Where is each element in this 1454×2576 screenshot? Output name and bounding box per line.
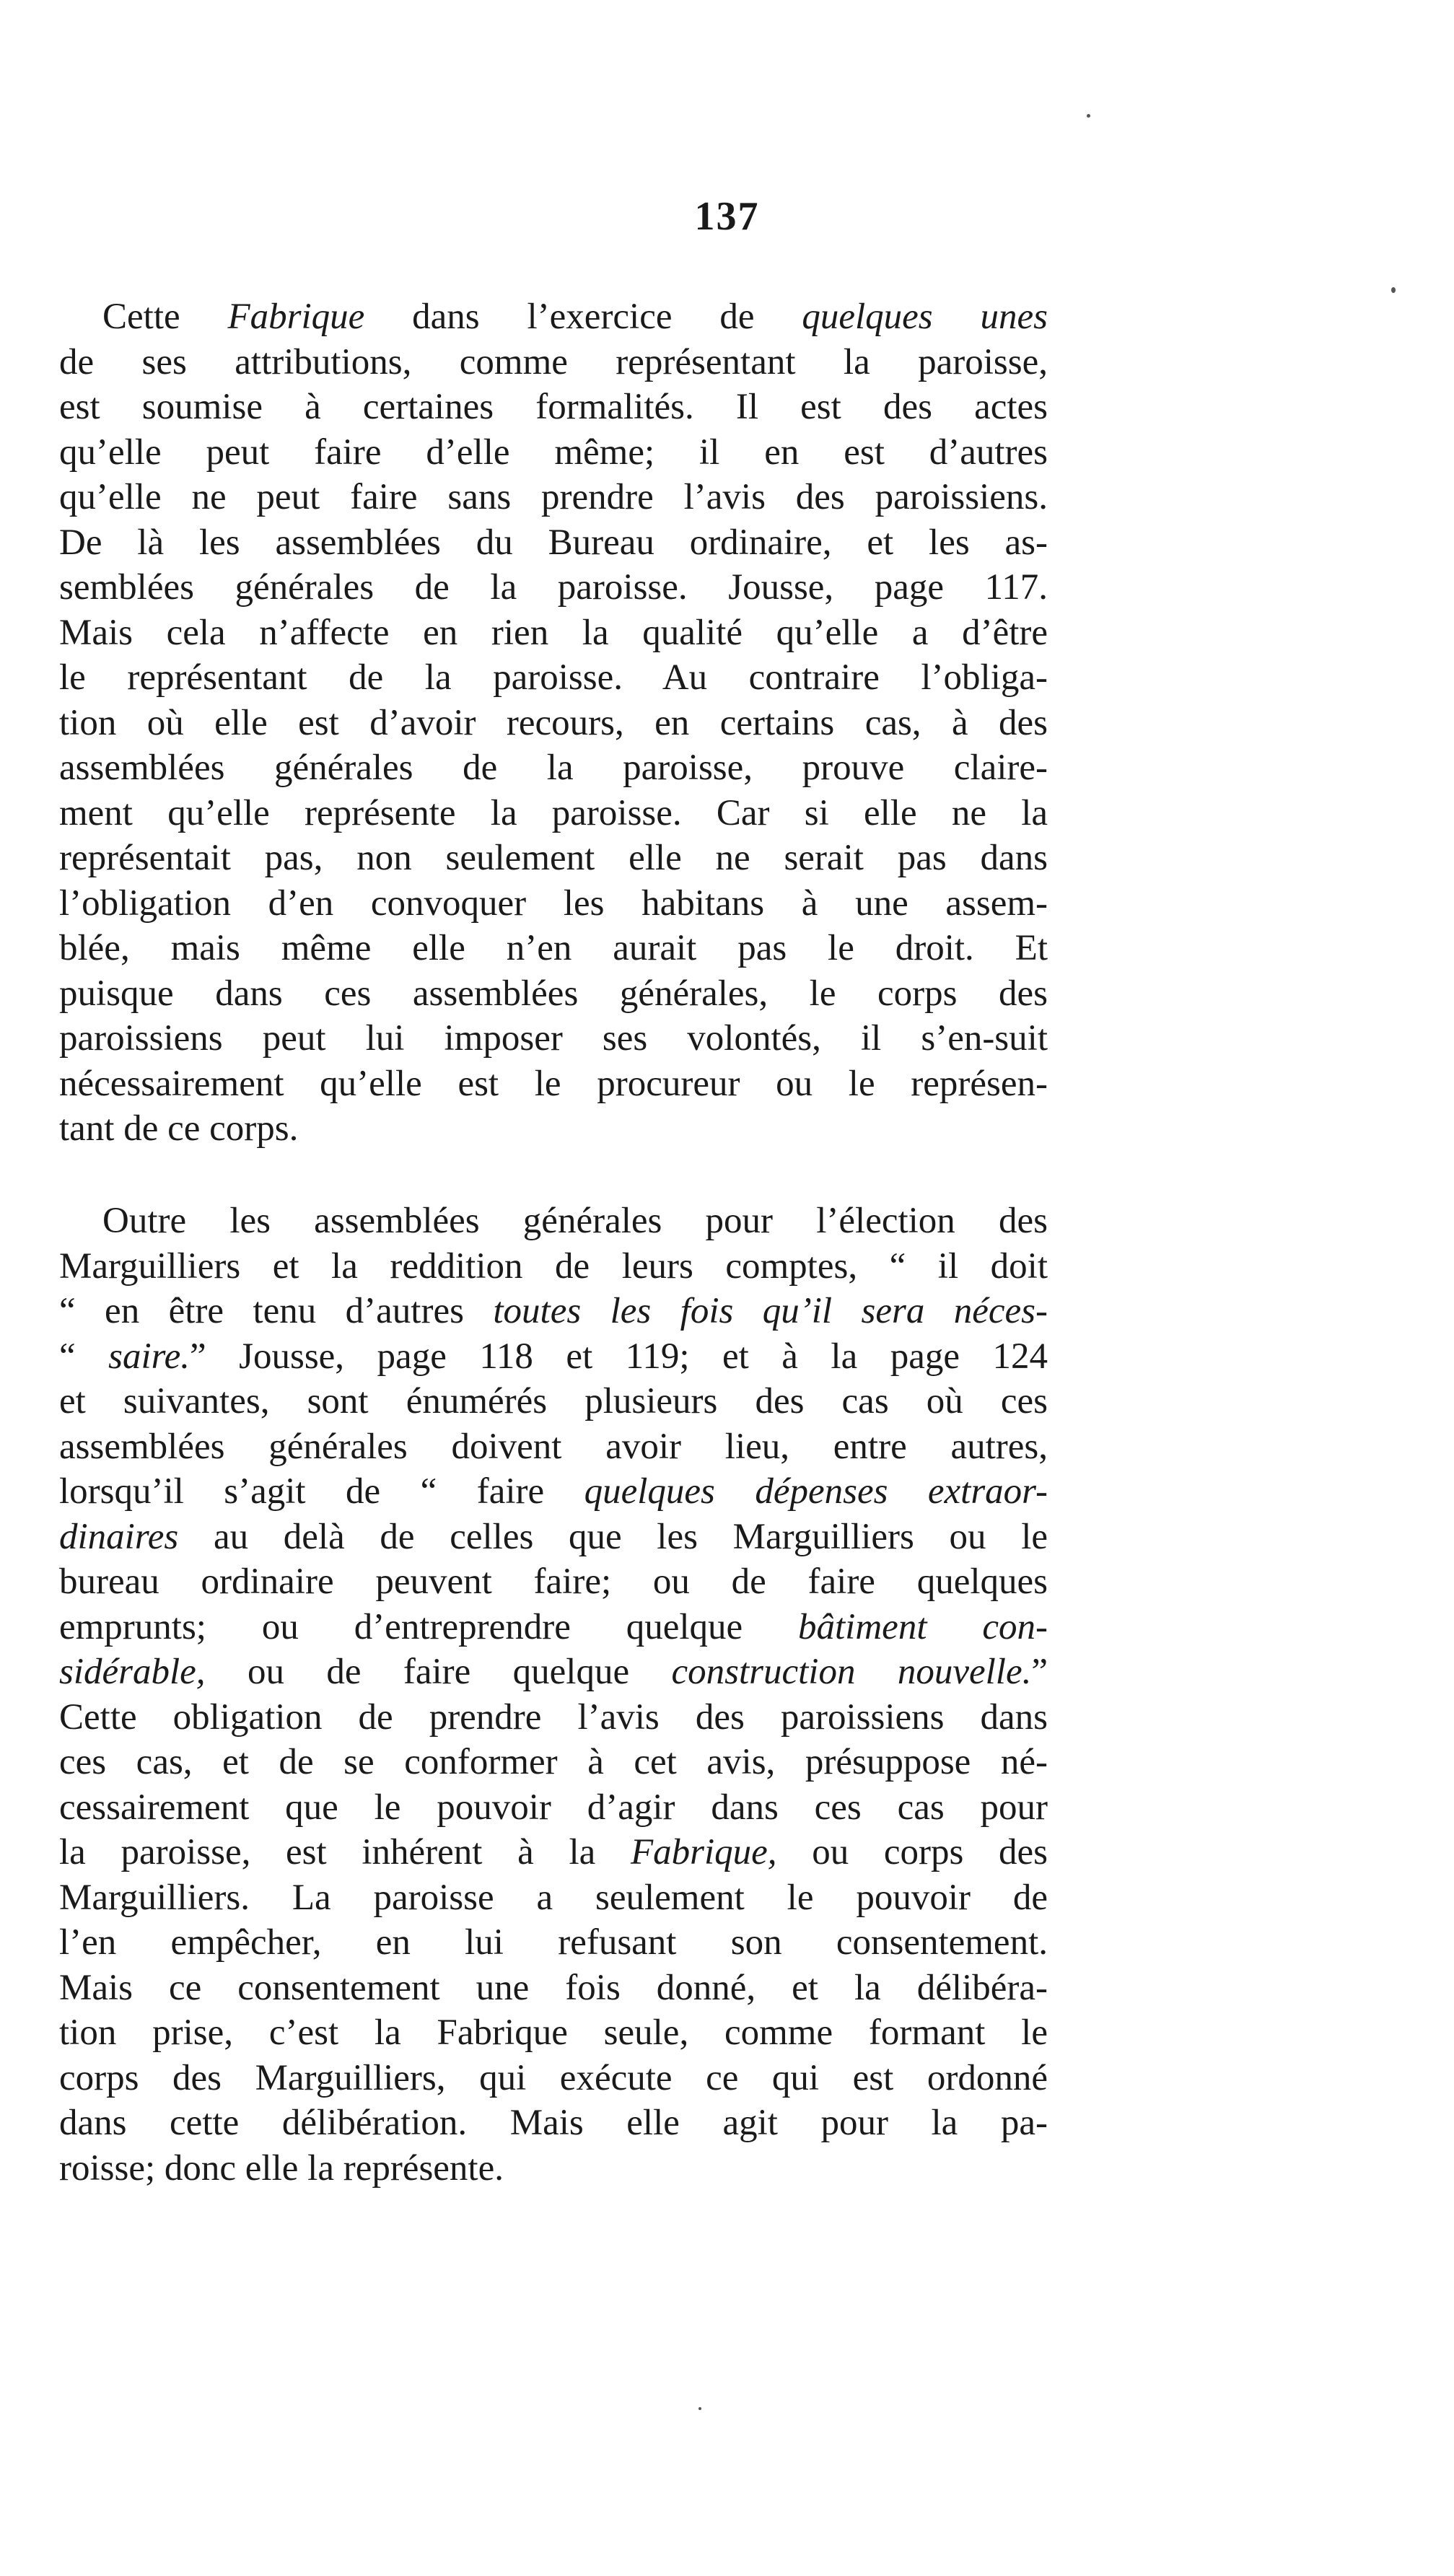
text-line: [59, 610, 1048, 656]
text-line: [59, 1695, 1048, 1740]
text-run: tion où elle est d’avoir recours, en certains cas, à des: [59, 702, 1048, 743]
text-line: [59, 745, 1048, 791]
text-run: ”: [1031, 1652, 1048, 1692]
text-line: [59, 2100, 1048, 2146]
paragraph-2: [59, 1199, 1048, 2191]
text-line: [59, 565, 1048, 610]
italic-text: Fabrique: [227, 297, 365, 337]
text-run: au delà de celles que les Marguilliers ou le: [178, 1516, 1048, 1557]
paragraph-1: [59, 294, 1048, 1152]
text-run: le représentant de la paroisse. Au contraire l’obliga-: [59, 657, 1048, 698]
text-line: [59, 791, 1048, 836]
text-line: [59, 1469, 1048, 1515]
print-speck: [698, 2407, 701, 2410]
text-line: [59, 1061, 1048, 1107]
text-line: [59, 1016, 1048, 1061]
text-run: qu’elle ne peut faire sans prendre l’avis des paroissiens.: [59, 477, 1048, 517]
text-line: [59, 701, 1048, 746]
italic-text: quelques unes: [802, 297, 1048, 337]
text-line: [59, 2056, 1048, 2101]
text-line: [59, 836, 1048, 881]
text-line: [59, 340, 1048, 385]
text-line: [59, 1875, 1048, 1921]
text-run: roisse; donc elle la représente.: [59, 2147, 504, 2189]
text-line: [59, 1515, 1048, 1560]
text-run: la paroisse, est inhérent à la: [59, 1832, 631, 1872]
text-line: [59, 1424, 1048, 1470]
text-run: ces cas, et de se conformer à cet avis, présuppose né-: [59, 1742, 1048, 1782]
text-line: [59, 1334, 1048, 1380]
text-line: [59, 1289, 1048, 1334]
text-run: représentait pas, non seulement elle ne serait pas dans: [59, 838, 1048, 878]
text-line: [59, 1920, 1048, 1966]
text-line: [59, 2010, 1048, 2056]
text-line: [59, 430, 1048, 476]
text-line: [59, 520, 1048, 566]
italic-text: construction nouvelle.: [671, 1652, 1032, 1692]
text-line: [59, 971, 1048, 1017]
text-run: puisque dans ces assemblées générales, le corps des: [59, 973, 1048, 1014]
text-run: emprunts; ou d’entreprendre quelque: [59, 1606, 799, 1647]
print-speck: [1087, 114, 1090, 118]
text-run: assemblées générales de la paroisse, prouve claire-: [59, 748, 1048, 788]
print-speck: [1391, 287, 1396, 293]
text-run: ment qu’elle représente la paroisse. Car si elle ne la: [59, 792, 1048, 833]
text-run: est soumise à certaines formalités. Il est des actes: [59, 387, 1048, 427]
text-run: Mais cela n’affecte en rien la qualité qu’elle a d’être: [59, 612, 1048, 653]
italic-text: sidérable,: [59, 1652, 206, 1692]
text-run: tion prise, c’est la Fabrique seule, comme formant le: [59, 2012, 1048, 2053]
italic-text: dinaires: [59, 1516, 179, 1557]
text-line: [59, 1379, 1048, 1424]
text-run: dans cette délibération. Mais elle agit pour la pa-: [59, 2103, 1048, 2143]
italic-text: Fabrique,: [630, 1832, 777, 1872]
text-line: [59, 475, 1048, 520]
text-line: [59, 2146, 1048, 2191]
text-run: qu’elle peut faire d’elle même; il en est d’autres: [59, 431, 1048, 473]
text-line: [59, 655, 1048, 701]
text-run: corps des Marguilliers, qui exécute ce qui est ordonné: [59, 2057, 1048, 2098]
text-run: nécessairement qu’elle est le procureur ou le représen-: [59, 1063, 1048, 1104]
text-run: l’obligation d’en convoquer les habitans à une assem-: [59, 882, 1048, 924]
text-line: [59, 294, 1048, 340]
text-run: l’en empêcher, en lui refusant son consentement.: [59, 1922, 1048, 1963]
text-run: lorsqu’il s’agit de “ faire: [59, 1471, 584, 1512]
text-line: [59, 1966, 1048, 2011]
text-run: Marguilliers et la reddition de leurs comptes, “ il doit: [59, 1245, 1048, 1287]
italic-text: quelques dépenses extraor-: [584, 1471, 1048, 1512]
text-run: semblées générales de la paroisse. Jousse, page 117.: [59, 567, 1048, 608]
text-run: Cette: [102, 297, 228, 337]
text-line: [59, 881, 1048, 926]
italic-text: bâtiment con-: [798, 1606, 1048, 1647]
text-run: paroissiens peut lui imposer ses volontés, il s’en-suit: [59, 1018, 1048, 1059]
text-run: “: [59, 1336, 109, 1377]
text-run: bureau ordinaire peuvent faire; ou de faire quelques: [59, 1561, 1048, 1602]
text-line: [59, 1785, 1048, 1831]
text-run: dans l’exercice de: [364, 297, 802, 337]
text-run: de ses attributions, comme représentant la paroisse,: [59, 341, 1048, 382]
text-run: Mais ce consentement une fois donné, et la délibéra-: [59, 1967, 1048, 2008]
text-line: [59, 1559, 1048, 1605]
italic-text: toutes les fois qu’il sera néces-: [493, 1291, 1048, 1331]
text-line: [59, 1199, 1048, 1244]
text-run: ” Jousse, page 118 et 119; et à la page 124: [190, 1336, 1048, 1377]
text-run: et suivantes, sont énumérés plusieurs des cas où ces: [59, 1381, 1048, 1421]
text-run: blée, mais même elle n’en aurait pas le droit. Et: [59, 928, 1048, 968]
text-run: ou corps des: [776, 1832, 1048, 1872]
text-run: Outre les assemblées générales pour l’élection des: [102, 1201, 1048, 1241]
page-number: 137: [694, 194, 760, 239]
text-line: [59, 1830, 1048, 1875]
text-run: Cette obligation de prendre l’avis des paroissiens dans: [59, 1696, 1048, 1738]
text-line: [59, 1650, 1048, 1695]
text-line: [59, 1106, 1048, 1152]
text-line: [59, 926, 1048, 971]
text-line: [59, 1244, 1048, 1289]
text-line: [59, 1740, 1048, 1785]
italic-text: saire.: [108, 1336, 190, 1377]
text-run: De là les assemblées du Bureau ordinaire, et les as-: [59, 522, 1048, 563]
text-run: Marguilliers. La paroisse a seulement le pouvoir de: [59, 1877, 1048, 1918]
text-line: [59, 1605, 1048, 1650]
text-run: “ en être tenu d’autres: [59, 1291, 494, 1331]
text-line: [59, 385, 1048, 430]
text-run: assemblées générales doivent avoir lieu, entre autres,: [59, 1426, 1048, 1467]
text-run: cessairement que le pouvoir d’agir dans ces cas pour: [59, 1787, 1048, 1828]
text-run: tant de ce corps.: [59, 1108, 299, 1149]
text-run: ou de faire quelque: [205, 1652, 672, 1692]
